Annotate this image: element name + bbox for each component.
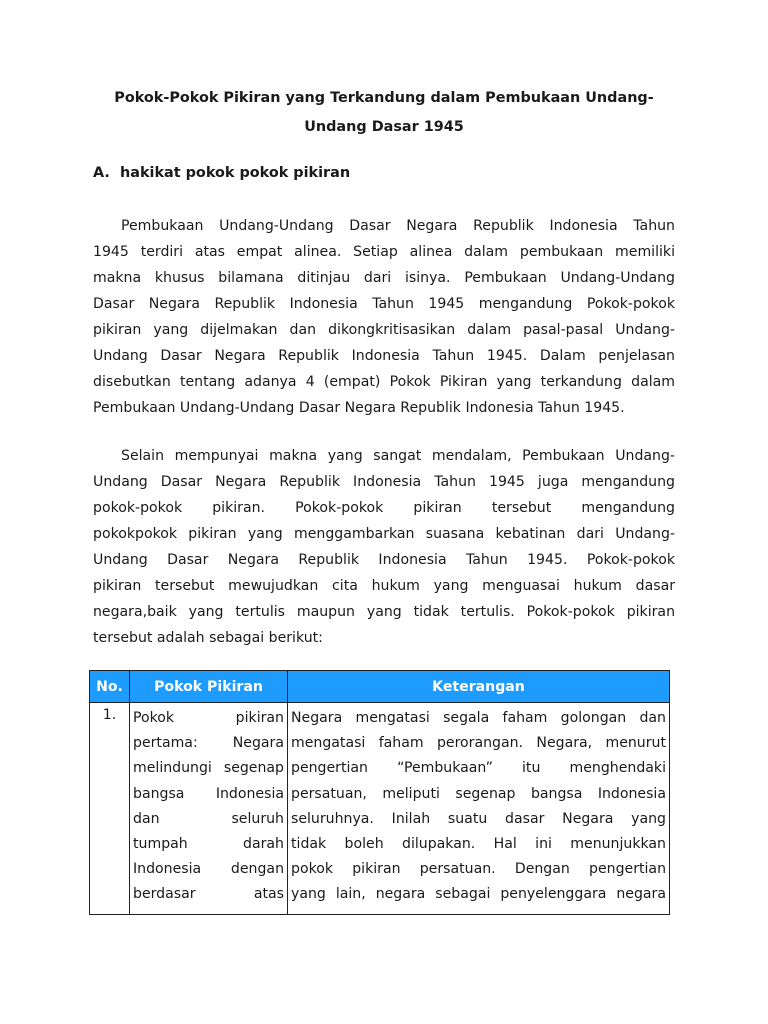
- paragraph-line: 1945 terdiri atas empat alinea. Setiap alinea dalam pembukaan memiliki: [93, 244, 675, 260]
- cell-line: pengertian “Pembukaan” itu menghendaki: [291, 760, 666, 777]
- cell-line: Negara mengatasi segala faham golongan dan: [291, 710, 666, 726]
- paragraph-line: makna khusus bilamana ditinjau dari isinya. Pembukaan Undang-Undang: [93, 270, 675, 286]
- column-header-no: No.: [90, 671, 130, 703]
- table-header-row: [90, 671, 670, 703]
- cell-line: Indonesia dengan: [133, 861, 284, 878]
- cell-line: tidak boleh dilupakan. Hal ini menunjukkan: [291, 835, 666, 852]
- paragraph-line: negara,baik yang tertulis maupun yang tidak tertulis. Pokok-pokok pikiran: [93, 604, 675, 620]
- paragraph-line: Undang Dasar Negara Republik Indonesia Tahun 1945. Dalam penjelasan: [93, 348, 675, 364]
- cell-line: tumpah darah: [133, 835, 284, 852]
- paragraph-line: disebutkan tentang adanya 4 (empat) Pokok Pikiran yang terkandung dalam: [93, 374, 675, 390]
- column-header-pokok-pikiran: Pokok Pikiran: [130, 671, 288, 703]
- cell-line: yang lain, negara sebagai penyelenggara negara: [291, 886, 666, 903]
- paragraph-line: pokokpokok pikiran yang menggambarkan suasana kebatinan dari Undang-: [93, 526, 675, 542]
- cell-line: bangsa Indonesia: [133, 785, 284, 802]
- paragraph-line: Undang Dasar Negara Republik Indonesia Tahun 1945 juga mengandung: [93, 474, 675, 490]
- paragraph-line: Pembukaan Undang-Undang Dasar Negara Republik Indonesia Tahun 1945.: [93, 400, 625, 416]
- paragraph-line: pikiran yang dijelmakan dan dikongkritisasikan dalam pasal-pasal Undang-: [93, 322, 675, 338]
- section-heading: [93, 162, 350, 184]
- keterangan-cell: [288, 703, 670, 915]
- title-line-1: Pokok-Pokok Pikiran yang Terkandung dalam Pembukaan Undang-: [114, 90, 654, 106]
- paragraph-2: [93, 443, 675, 651]
- row-number: 1.: [90, 703, 130, 915]
- section-letter: A.: [93, 165, 110, 181]
- column-header-keterangan: Keterangan: [288, 671, 670, 703]
- pokok-pikiran-table: [89, 670, 670, 915]
- pokok-pikiran-cell: [130, 703, 288, 915]
- cell-line: melindungi segenap: [133, 760, 284, 777]
- cell-line: berdasar atas: [133, 886, 284, 903]
- cell-line: dan seluruh: [133, 810, 284, 827]
- cell-line: seluruhnya. Inilah suatu dasar Negara yang: [291, 810, 666, 827]
- cell-line: mengatasi faham perorangan. Negara, menurut: [291, 735, 666, 752]
- cell-line: persatuan, meliputi segenap bangsa Indonesia: [291, 785, 666, 802]
- title-line-2: Undang Dasar 1945: [304, 119, 464, 135]
- paragraph-1: [93, 213, 675, 421]
- cell-line: Pokok pikiran: [133, 710, 284, 726]
- paragraph-line: pikiran tersebut mewujudkan cita hukum yang menguasai hukum dasar: [93, 578, 675, 594]
- paragraph-line: pokok-pokok pikiran. Pokok-pokok pikiran tersebut mengandung: [93, 500, 675, 516]
- paragraph-line: Selain mempunyai makna yang sangat mendalam, Pembukaan Undang-: [121, 448, 675, 464]
- document-title: [90, 84, 678, 142]
- paragraph-line: Dasar Negara Republik Indonesia Tahun 1945 mengandung Pokok-pokok: [93, 296, 675, 312]
- cell-line: pokok pikiran persatuan. Dengan pengertian: [291, 861, 666, 878]
- table-row: [90, 703, 670, 915]
- paragraph-line: tersebut adalah sebagai berikut:: [93, 630, 323, 646]
- paragraph-line: Pembukaan Undang-Undang Dasar Negara Republik Indonesia Tahun: [121, 218, 675, 234]
- cell-line: pertama: Negara: [133, 735, 284, 752]
- section-heading-text: hakikat pokok pokok pikiran: [120, 165, 351, 181]
- paragraph-line: Undang Dasar Negara Republik Indonesia Tahun 1945. Pokok-pokok: [93, 552, 675, 568]
